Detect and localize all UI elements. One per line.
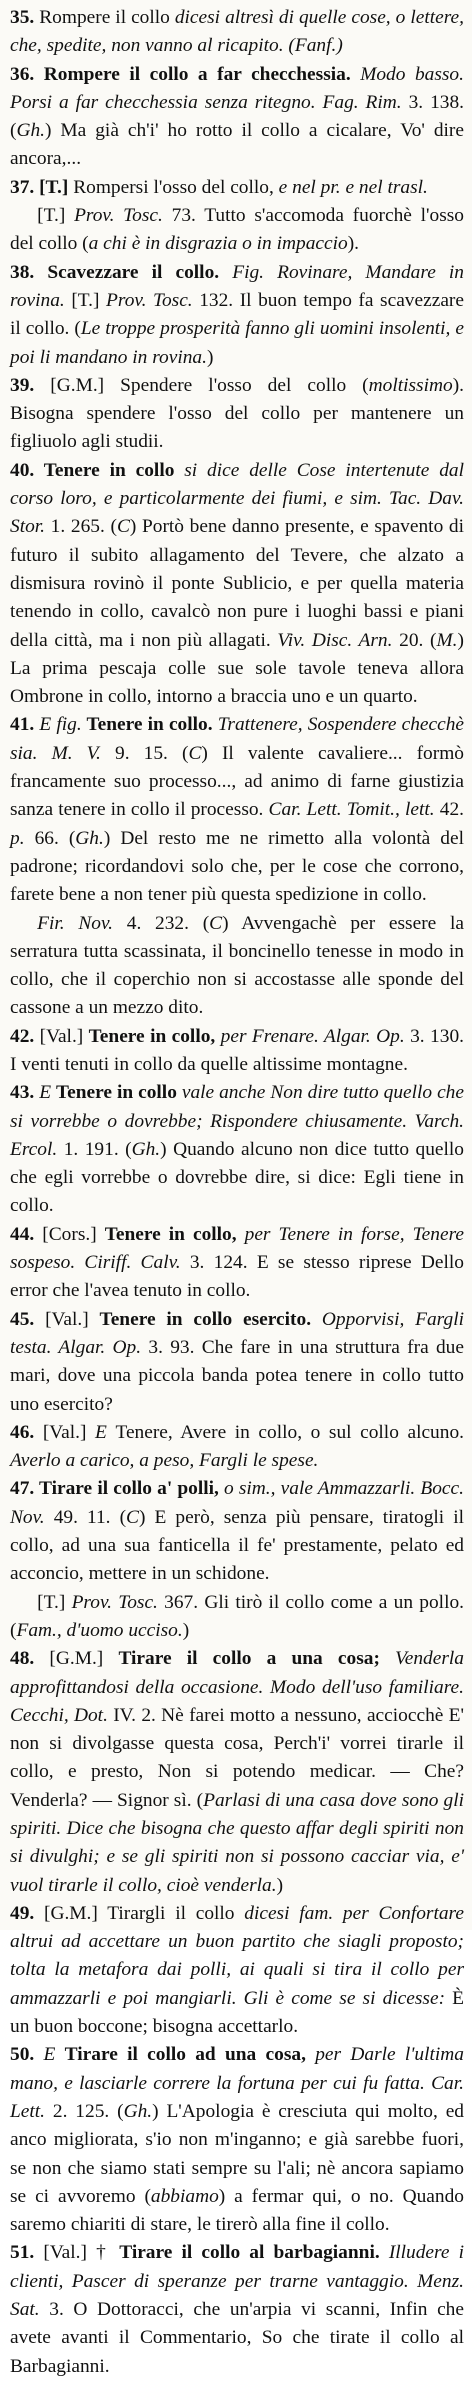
dictionary-entry [10, 1079, 464, 1220]
entry-text-segment: Le troppe prosperità fanno gli uomini insolenti, e poi li mandano in rovina. [10, 318, 464, 368]
entry-text-segment: 36. Rompere il collo a far checchessia. [10, 63, 361, 85]
entry-text-segment: Tirare il collo al barbagianni. [119, 2242, 389, 2264]
entry-text-segment: Parlasi di una casa dove sono gli spiriti. Dice che bisogna che questo affar degli spiriti non si divulghi; e se gli spiriti non si possono cacciar via, e' vuol tirarle il collo, cioè venderla. [10, 1789, 464, 1896]
dictionary-entry [10, 2239, 464, 2380]
entry-text-segment: vale anche Non dire tutto quello che si vorrebbe o dovrebbe; Rispondere chiusamente. Varch. Ercol. [10, 1082, 464, 1160]
entry-text-segment: 48. [10, 1648, 50, 1670]
entry-text-segment: 1. 265. ( [45, 516, 117, 538]
dictionary-entry [10, 910, 464, 1023]
entry-text-segment: 9. 15. ( [100, 742, 189, 764]
entry-text-segment: per Darle l'ultima mano, e lasciarle correre la fortuna per cui fu fatta. Car. Lett. [10, 2044, 464, 2122]
dictionary-entry [10, 4, 464, 61]
entry-text-segment: p. [10, 827, 25, 849]
entry-text-segment: 43. [10, 1082, 40, 1104]
entry-text-segment: Tenere, Avere in collo, o sul collo alcuno. [115, 1421, 464, 1443]
dictionary-entry [10, 61, 464, 174]
entry-text-segment: IV. 2. Nè farei motto a nessuno, acciocchè E' non si divolgasse questa cosa, Perch'i' vorrei tirarle il collo, e presto, Non si potendo medicar. — Che? Venderla? — Signor sì. ( [10, 1704, 464, 1811]
entry-text-segment: 3. 124. E se stesso riprese Dello error che l'avea tenuto in collo. [10, 1252, 464, 1302]
entry-text-segment: ) a fermar qui, o no. Quando saremo chiariti di stare, le tirerò alla fine il collo. [10, 2185, 464, 2236]
entry-text-segment: [Val.] [39, 1025, 89, 1047]
entry-text-segment: [T.] [37, 205, 75, 227]
entry-text-segment: Gh. [123, 2100, 153, 2122]
entry-text-segment: Illudere i clienti, Pascer di speranze per trarne vantaggio. Menz. Sat. [10, 2242, 464, 2321]
entry-text-segment: 35. [10, 7, 40, 28]
entry-text-segment: Tenere in collo, [104, 1223, 245, 1245]
dictionary-entry [10, 1306, 464, 1419]
entry-text-segment: ) Il valente cavaliere... formò francamente suo processo..., ad animo di farne giustizia sanza tenere in collo il processo. [10, 742, 464, 821]
entry-text-segment: 41. [10, 714, 40, 736]
dictionary-entry [10, 1221, 464, 1306]
entry-text-segment: Rompersi l'osso del collo, [73, 176, 279, 198]
entry-text-segment: Fig. Rovinare, Mandare in rovina. [10, 261, 464, 311]
entry-text-segment: 4. 232. ( [113, 912, 210, 934]
entry-text-segment: 367. Gli tirò il collo come a un pollo. ( [10, 1591, 464, 1641]
entry-text-segment: moltissimo [368, 374, 453, 396]
entry-text-segment: Prov. Tosc. [106, 289, 193, 311]
dictionary-entry [10, 457, 464, 712]
entry-text-segment: 44. [10, 1223, 43, 1245]
entry-text-segment: Prov. Tosc. [74, 205, 163, 227]
entry-text-segment: ). [347, 233, 359, 255]
entry-text-segment: Viv. Disc. Arn. [277, 629, 393, 651]
entry-text-segment: dicesi altresì di quelle cose, o lettere, che, spedite, non vanno al ricapito. (Fanf.) [10, 7, 464, 57]
entry-text-segment: 132. Il buon tempo fa scavezzare il collo. ( [10, 289, 464, 340]
entry-text-segment: ) E però, senza più pensare, tiratogli il collo, ad una sua fanticella il fe' prestamente, pelato ed acconcio, mettere in un schidone. [10, 1506, 464, 1585]
entry-text-segment: E [39, 1082, 57, 1104]
entry-text-segment: per Tenere in forse, Tenere sospeso. Ciriff. Calv. [10, 1223, 464, 1274]
entry-text-segment: M. [436, 629, 458, 651]
entry-text-segment: abbiamo [150, 2185, 219, 2207]
entry-text-segment: ) [276, 1874, 284, 1896]
entry-text-segment: 49. [10, 1902, 44, 1924]
dictionary-entry [10, 1023, 464, 1080]
entry-text-segment: si dice delle Cose intertenute dal corso loro, e particolarmente dei fiumi, e sim. Tac. Dav. Stor. [10, 459, 465, 538]
entry-text-segment: Gh. [16, 120, 46, 142]
entry-text-segment: [Val.] [45, 1308, 100, 1330]
entry-text-segment: [G.M.] [49, 1648, 119, 1670]
entry-text-segment: Averlo a carico, a peso, Fargli le spese. [10, 1450, 319, 1472]
entry-text-segment: 3. 93. Che fare in una struttura fra due mari, dove una piccola banda potea tenere in collo tutto uno esercito? [10, 1336, 464, 1415]
entry-text-segment: [Val.] † [43, 2242, 120, 2264]
entry-text-segment: C [188, 742, 202, 764]
entry-text-segment: C [209, 912, 223, 934]
entry-text-segment: 20. ( [392, 629, 437, 651]
entry-text-segment: a chi è in disgrazia o in impaccio [88, 233, 348, 255]
entry-text-segment: Tenere in collo esercito. [99, 1308, 322, 1330]
dictionary-entry [10, 1900, 464, 2041]
entry-text-segment: ) Quando alcuno non dice tutto quello che egli vorrebbe o dovrebbe dire, si dice: Egli tiene in collo. [10, 1138, 464, 1217]
entry-text-segment: Opporvisi, Fargli testa. Algar. Op. [10, 1308, 464, 1358]
dictionary-entry [10, 1475, 464, 1588]
dictionary-entry [10, 1419, 464, 1476]
entry-text-segment: dicesi fam. per Confortare altrui ad accettare un buon partito che siagli proposto; tolta la metafora dai polli, ai quali si tira il collo per ammazzarli e poi mangiarli. Gli è come se si dicesse: [10, 1902, 464, 2009]
entry-text-segment: È un buon boccone; bisogna accettarlo. [10, 1987, 464, 2038]
entry-text-segment: 49. 11. ( [44, 1506, 127, 1528]
entry-text-segment: E [43, 2044, 65, 2066]
entry-text-segment: 46. [10, 1421, 43, 1443]
entry-text-segment: ) Portò bene danno presente, e spavento di futuro il subito allagamento del Tevere, che alzato a dismisura rovinò il ponte Sublicio, e per quella materia tenendo in collo, cavalcò non pure i luoghi bassi e piani della città, ma i non più allagati. [10, 516, 464, 651]
entry-text-segment: ) [182, 1619, 190, 1641]
dictionary-entry [10, 202, 464, 259]
entry-text-segment: [T.] [64, 289, 107, 311]
entry-text-segment: 3. O Dottoracci, che un'arpia vi scanni, Infin che avete avanti il Commentario, So che tirate il collo al Barbagianni. [10, 2299, 464, 2377]
entry-text-segment: ) Ma già ch'i' ho rotto il collo a cicalare, Vo' dire ancora,... [10, 120, 464, 170]
entry-text-segment: [Val.] [42, 1421, 96, 1443]
entry-text-segment: ) [206, 346, 214, 368]
entry-text-segment: Tirare il collo ad una cosa, [64, 2044, 316, 2066]
entry-text-segment: 39. [10, 374, 51, 396]
entry-text-segment: 42. [434, 799, 464, 821]
dictionary-entry [10, 174, 464, 202]
entry-text-segment: [T.] [37, 1591, 72, 1613]
entry-text-segment: Gh. [131, 1138, 161, 1160]
entry-text-segment: 42. [10, 1025, 40, 1047]
entry-text-segment: Modo basso. Porsi a far checchessia senza ritegno. Fag. Rim. [10, 63, 464, 113]
entry-text-segment: 38. Scavezzare il collo. [10, 261, 233, 283]
entry-text-segment: 50. [10, 2044, 44, 2066]
entry-text-segment: Car. Lett. Tomit., lett. [268, 799, 435, 821]
entry-text-segment: Tenere in collo. [81, 714, 218, 736]
dictionary-entry [10, 1589, 464, 1646]
entry-text-segment: ) Del resto me ne rimetto alla volontà del padrone; ricordandovi solo che, per le cose che corrono, farete bene a non tener più questa spedizione in collo. [10, 827, 464, 906]
entry-text-segment: Trattenere, Sospendere checchè sia. M. V. [10, 714, 465, 764]
entry-text-segment: 45. [10, 1308, 46, 1330]
dictionary-entry [10, 372, 464, 457]
entry-text-segment: Tenere in collo [56, 1082, 182, 1104]
entry-text-segment: E fig. [39, 714, 82, 736]
entry-text-segment: [Cors.] [42, 1223, 105, 1245]
dictionary-entry [10, 2041, 464, 2239]
entry-text-segment: 3. 130. I venti tenuti in collo da quelle altissime montagne. [10, 1025, 464, 1075]
entry-text-segment: 40. Tenere in collo [10, 459, 185, 481]
entry-text-segment: C [116, 516, 130, 538]
entry-text-segment: 2. 125. ( [45, 2100, 124, 2122]
entry-text-segment: C [126, 1506, 139, 1528]
entry-text-segment: 3. 138. ( [10, 91, 464, 142]
entry-text-segment: Fam., d'uomo ucciso. [16, 1619, 183, 1641]
entry-text-segment: Venderla approfittandosi della occasione. Modo dell'uso familiare. Cecchi, Dot. [10, 1648, 464, 1726]
dictionary-entry [10, 711, 464, 909]
entry-text-segment: ) La prima pescaja colle sue sole tavole teneva allora Ombrone in collo, intorno a braccia uno e un quarto. [10, 629, 464, 708]
entry-text-segment: [G.M.] Spendere l'osso del collo ( [50, 374, 369, 396]
dictionary-entry [10, 259, 464, 372]
entry-text-segment: o sim., vale Ammazzarli. Bocc. Nov. [10, 1478, 464, 1528]
entry-text-segment: Prov. Tosc. [71, 1591, 158, 1613]
entry-text-segment: 37. [T.] [10, 176, 74, 198]
entry-text-segment: e nel pr. e nel trasl. [278, 176, 428, 198]
entry-text-segment: 66. ( [24, 827, 76, 849]
entry-text-segment: E [95, 1421, 116, 1443]
entry-text-segment: Tenere in collo, [88, 1025, 221, 1047]
entry-text-segment: 47. Tirare il collo a' polli, [10, 1478, 225, 1500]
dictionary-entry [10, 1645, 464, 1900]
entry-text-segment: Rompere il collo [39, 7, 175, 28]
entry-text-segment: ) Avvengachè per essere la serratura tutta scassinata, il boncinello tenesse in modo in collo, che il coperchio non si accostasse alle sponde del cassone a un mezzo dito. [10, 912, 464, 1019]
entry-text-segment: per Frenare. Algar. Op. [220, 1025, 405, 1047]
entry-text-segment: Tirare il collo a una cosa; [118, 1648, 396, 1670]
entry-text-segment: [G.M.] Tirargli il collo [44, 1902, 245, 1924]
entry-text-segment: ). Bisogna spendere l'osso del collo per mantenere un figliuolo agli studii. [10, 374, 464, 453]
entry-text-segment: 73. Tutto s'accomoda fuorchè l'osso del collo ( [10, 205, 464, 255]
entry-text-segment: ) L'Apologia è cresciuta qui molto, ed anco migliorata, s'io non m'inganno; e già sarebbe fuori, se non che siamo stati sempre su l'ali; nè ancora sapiamo se ci avvoremo ( [10, 2100, 464, 2207]
entry-text-segment: 1. 191. ( [57, 1138, 132, 1160]
entry-text-segment: 51. [10, 2242, 44, 2264]
entry-text-segment: Gh. [75, 827, 104, 849]
entry-text-segment: Fir. Nov. [37, 912, 114, 934]
